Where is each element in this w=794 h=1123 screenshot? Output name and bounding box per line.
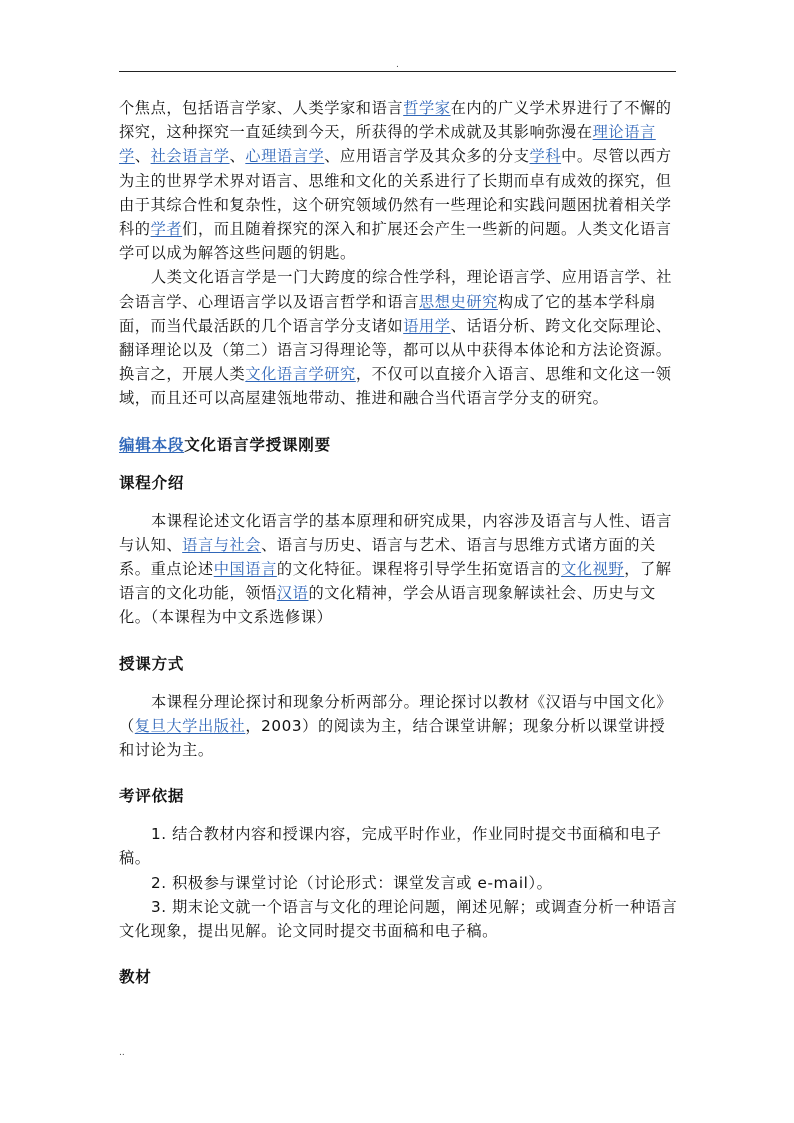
text-run: 人类文化语言学是一门大跨度的综合性学科，理论语言学、应用语言学、社会语言学、心理语言学以及语言哲学和语言 (119, 268, 672, 311)
text-run: ，不仅可以直接介入语言、思维和文化这一领域，而且还可以高屋建瓴地带动、推进和融合当代语言学分支的研究。 (119, 365, 672, 408)
intro-paragraph-2 (119, 265, 679, 410)
text-run: 、话语分析、跨文化交际理论、翻译理论以及（第二）语言习得理论等，都可以从中获得本体论和方法论资源。换言之，开展人类 (119, 316, 672, 384)
link-chinese-language[interactable]: 中国语言 (213, 560, 277, 579)
link-theoretical-linguistics[interactable]: 理论语言学 (119, 123, 656, 166)
header-mark: . (396, 60, 399, 70)
section-title: 文化语言学授课刚要 (184, 435, 331, 454)
link-scholar[interactable]: 学者 (150, 220, 183, 239)
text-run: 的文化特征。课程将引导学生拓宽语言的 (276, 560, 562, 579)
link-fudan-press[interactable]: 复旦大学出版社 (134, 716, 246, 735)
text-run: 的文化精神，学会从语言现象解读社会、历史与文化。（本课程为中文系选修课） (119, 584, 656, 627)
link-intellectual-history[interactable]: 思想史研究 (418, 292, 498, 311)
spacer (119, 457, 679, 471)
intro-paragraph-1 (119, 96, 679, 265)
text-run: 构成了它的基本学科扇面，而当代最活跃的几个语言学分支诸如 (119, 292, 656, 335)
edit-section-link[interactable]: 编辑本段 (119, 435, 185, 454)
text-run: 中。尽管以西方为主的世界学术界对语言、思维和文化的关系进行了长期而卓有成效的探究，但由于其综合性和复杂性，这个研究领域仍然有一些理论和实践问题困扰着相关学科的 (119, 147, 672, 239)
link-pragmatics[interactable]: 语用学 (403, 316, 451, 335)
textbook-heading: 教材 (119, 968, 152, 987)
text-run: 、 (134, 147, 151, 166)
assessment-item-2: 2. 积极参与课堂讨论（讨论形式：课堂发言或 e-mail）。 (151, 873, 553, 892)
teaching-method-heading: 授课方式 (119, 654, 185, 673)
text-run: 在内的广义学术界进行了不懈的探究，这种探究一直延续到今天，所获得的学术成就及其影响弥漫在 (119, 99, 672, 142)
spacer (119, 676, 679, 690)
spacer (119, 762, 679, 784)
document-body (119, 96, 679, 989)
text-run: ，了解语言的文化功能，领悟 (119, 560, 672, 603)
link-hanyu[interactable]: 汉语 (276, 584, 309, 603)
spacer (119, 808, 679, 822)
assessment-item-3: 3. 期末论文就一个语言与文化的理论问题，阐述见解；或调查分析一种语言文化现象，提出见解。论文同时提交书面稿和电子稿。 (119, 897, 678, 941)
link-language-society[interactable]: 语言与社会 (182, 535, 262, 554)
text-run: ，2003）的阅读为主，结合课堂讲解；现象分析以课堂讲授和讨论为主。 (119, 716, 666, 760)
link-philosopher[interactable]: 哲学家 (403, 99, 451, 117)
assessment-item-1: 1. 结合教材内容和授课内容，完成平时作业，作业同时提交书面稿和电子稿。 (119, 825, 662, 868)
assessment-heading: 考评依据 (119, 787, 185, 806)
link-discipline[interactable]: 学科 (529, 147, 562, 166)
link-sociolinguistics[interactable]: 社会语言学 (150, 147, 230, 166)
spacer (119, 495, 679, 509)
spacer (119, 630, 679, 652)
spacer (119, 411, 679, 433)
text-run: 本课程论述文化语言学的基本原理和研究成果，内容涉及语言与人性、语言与认知、 (119, 511, 672, 554)
section-heading (119, 433, 679, 457)
footer-mark: .. (119, 1048, 125, 1058)
course-intro-paragraph (119, 509, 679, 630)
teaching-method-paragraph (119, 690, 679, 763)
spacer (119, 943, 679, 965)
text-run: 们，而且随着探究的深入和扩展还会产生一些新的问题。人类文化语言学可以成为解答这些问题的钥匙。 (119, 220, 672, 263)
text-run: 个焦点，包括语言学家、人类学家和语言 (119, 99, 404, 117)
link-cultural-linguistics-research[interactable]: 文化语言学研究 (245, 365, 356, 384)
text-run: 、语言与历史、语言与艺术、语言与思维方式诸方面的关系。重点论述 (119, 535, 656, 579)
text-run: 、 (229, 147, 246, 166)
text-run: 本课程分理论探讨和现象分析两部分。理论探讨以教材《汉语与中国文化》（ (119, 692, 672, 735)
course-intro-heading: 课程介绍 (119, 473, 185, 492)
text-run: 、应用语言学及其众多的分支 (324, 147, 530, 166)
link-cultural-vision[interactable]: 文化视野 (561, 560, 625, 579)
header-rule (119, 71, 676, 72)
link-psycholinguistics[interactable]: 心理语言学 (245, 147, 325, 166)
